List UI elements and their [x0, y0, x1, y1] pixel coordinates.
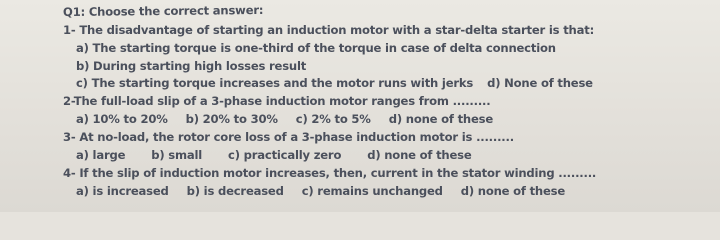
heading — [63, 2, 263, 20]
option-text: a) large — [76, 148, 126, 162]
question-4-stem — [63, 165, 596, 181]
option-text: c) remains unchanged — [301, 184, 443, 198]
question-3-stem — [63, 129, 514, 145]
option-text: b) is decreased — [186, 184, 284, 198]
question-3-options — [76, 147, 472, 163]
heading-text: Q1: Choose the correct answer: — [62, 2, 264, 20]
question-1-stem — [63, 22, 594, 38]
option-text: b) 20% to 30% — [185, 112, 278, 126]
option-text: c) The starting torque increases and the motor runs with jerks — [76, 76, 474, 90]
question-1-option-a — [76, 40, 556, 56]
question-2-stem — [63, 93, 490, 109]
option-text: a) 10% to 20% — [76, 112, 168, 126]
option-text: b) During starting high losses result — [76, 59, 307, 73]
option-text: b) small — [151, 148, 203, 162]
option-text: d) none of these — [367, 148, 472, 162]
question-1-options-c-d — [76, 75, 593, 91]
question-4-options — [76, 183, 565, 199]
question-1-option-b — [76, 58, 306, 74]
question-stem: 1- The disadvantage of starting an induction motor with a star-delta starter is that: — [63, 23, 595, 37]
question-stem: 4- If the slip of induction motor increases, then, current in the stator winding ......... — [63, 166, 597, 180]
option-text: a) The starting torque is one-third of the torque in case of delta connection — [76, 41, 556, 55]
question-2-options — [76, 111, 493, 127]
option-text: d) none of these — [388, 112, 494, 126]
option-text: d) None of these — [487, 76, 593, 90]
option-text: d) none of these — [460, 184, 566, 198]
question-stem: 2-The full-load slip of a 3-phase induction motor ranges from ......... — [63, 94, 491, 108]
option-text: c) practically zero — [228, 148, 342, 162]
option-text: a) is increased — [76, 184, 169, 198]
question-stem: 3- At no-load, the rotor core loss of a 3-phase induction motor is ......... — [63, 130, 514, 144]
option-text: c) 2% to 5% — [295, 112, 371, 126]
